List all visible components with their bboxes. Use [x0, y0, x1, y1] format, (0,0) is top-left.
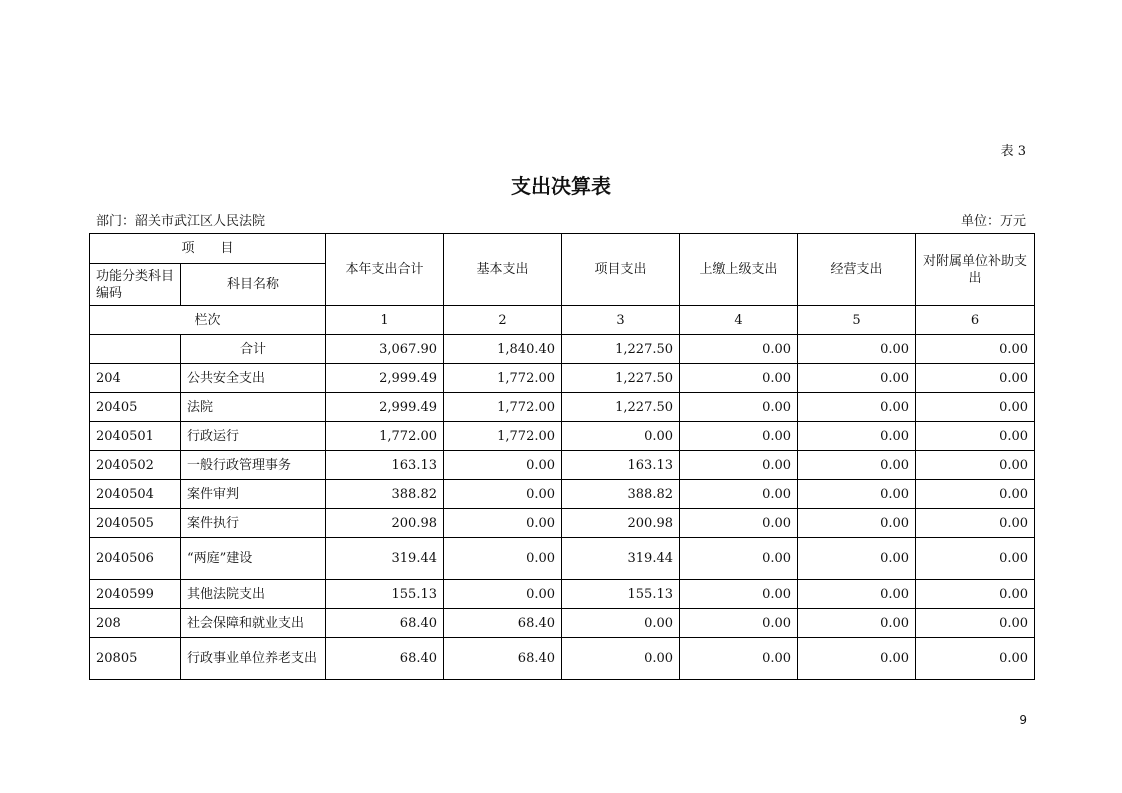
header-item: 项 目: [90, 234, 326, 264]
expenditure-table: [89, 233, 1035, 680]
amount-cell: 388.82: [562, 480, 680, 509]
amount-cell: 0.00: [916, 480, 1035, 509]
amount-cell: 0.00: [680, 509, 798, 538]
amount-cell: 1,772.00: [326, 422, 444, 451]
amount-cell: 0.00: [916, 393, 1035, 422]
amount-cell: 0.00: [916, 609, 1035, 638]
amount-cell: 200.98: [562, 509, 680, 538]
header-func-code: 功能分类科目编码: [90, 264, 181, 306]
amount-cell: 1,772.00: [444, 364, 562, 393]
function-code-cell: 20805: [90, 638, 181, 680]
function-code-cell: 20405: [90, 393, 181, 422]
amount-cell: 1,840.40: [444, 335, 562, 364]
amount-cell: 1,227.50: [562, 393, 680, 422]
amount-cell: 0.00: [680, 364, 798, 393]
subject-name-cell: 案件审判: [181, 480, 326, 509]
function-code-cell: 2040599: [90, 580, 181, 609]
function-code-cell: 2040504: [90, 480, 181, 509]
amount-cell: 0.00: [798, 509, 916, 538]
header-subject-name: 科目名称: [181, 264, 326, 306]
department-label: 部门：韶关市武江区人民法院: [96, 214, 266, 229]
table-row: [90, 580, 1035, 609]
amount-cell: 319.44: [326, 538, 444, 580]
amount-cell: 0.00: [680, 393, 798, 422]
amount-cell: 388.82: [326, 480, 444, 509]
page-title: 支出决算表: [511, 174, 611, 198]
amount-cell: 200.98: [326, 509, 444, 538]
unit-label: 单位：万元: [960, 214, 1026, 229]
subject-name-cell: 法院: [181, 393, 326, 422]
amount-cell: 68.40: [326, 609, 444, 638]
amount-cell: 0.00: [680, 609, 798, 638]
column-number: 1: [326, 306, 444, 335]
column-number: 6: [916, 306, 1035, 335]
amount-cell: 1,227.50: [562, 364, 680, 393]
header-row-1: [90, 234, 1035, 264]
header-business: 经营支出: [798, 234, 916, 306]
amount-cell: 0.00: [916, 451, 1035, 480]
amount-cell: 68.40: [444, 609, 562, 638]
amount-cell: 0.00: [798, 638, 916, 680]
amount-cell: 0.00: [798, 364, 916, 393]
amount-cell: 0.00: [444, 509, 562, 538]
header-upper: 上缴上级支出: [680, 234, 798, 306]
amount-cell: 0.00: [680, 335, 798, 364]
amount-cell: 0.00: [916, 509, 1035, 538]
amount-cell: 3,067.90: [326, 335, 444, 364]
amount-cell: 2,999.49: [326, 393, 444, 422]
subject-name-cell: “两庭”建设: [181, 538, 326, 580]
amount-cell: 0.00: [916, 580, 1035, 609]
subject-name-cell: 行政运行: [181, 422, 326, 451]
amount-cell: 0.00: [444, 538, 562, 580]
column-number: 4: [680, 306, 798, 335]
table-row: [90, 451, 1035, 480]
amount-cell: 0.00: [916, 538, 1035, 580]
function-code-cell: 2040505: [90, 509, 181, 538]
amount-cell: 0.00: [798, 393, 916, 422]
amount-cell: 1,772.00: [444, 422, 562, 451]
amount-cell: 1,772.00: [444, 393, 562, 422]
header-subsidy: 对附属单位补助支出: [916, 234, 1035, 306]
table-row: [90, 335, 1035, 364]
amount-cell: 0.00: [916, 335, 1035, 364]
amount-cell: 163.13: [562, 451, 680, 480]
amount-cell: 68.40: [326, 638, 444, 680]
table-row: [90, 480, 1035, 509]
amount-cell: 0.00: [798, 335, 916, 364]
header-project: 项目支出: [562, 234, 680, 306]
amount-cell: 319.44: [562, 538, 680, 580]
function-code-cell: 204: [90, 364, 181, 393]
amount-cell: 0.00: [444, 480, 562, 509]
amount-cell: 0.00: [562, 609, 680, 638]
amount-cell: 0.00: [444, 451, 562, 480]
table-number: 表 3: [1000, 144, 1026, 159]
table-row: [90, 422, 1035, 451]
header-total: 本年支出合计: [326, 234, 444, 306]
subject-name-cell: 行政事业单位养老支出: [181, 638, 326, 680]
amount-cell: 0.00: [680, 638, 798, 680]
header-basic: 基本支出: [444, 234, 562, 306]
table-row: [90, 609, 1035, 638]
amount-cell: 0.00: [680, 538, 798, 580]
subject-name-cell: 合计: [181, 335, 326, 364]
amount-cell: 155.13: [326, 580, 444, 609]
page-number: 9: [1019, 713, 1027, 727]
amount-cell: 0.00: [916, 422, 1035, 451]
column-number-row: [90, 306, 1035, 335]
table-row: [90, 538, 1035, 580]
column-number: 3: [562, 306, 680, 335]
column-number: 2: [444, 306, 562, 335]
column-row-label: 栏次: [90, 306, 326, 335]
table-row: [90, 509, 1035, 538]
subject-name-cell: 一般行政管理事务: [181, 451, 326, 480]
function-code-cell: [90, 335, 181, 364]
function-code-cell: 2040502: [90, 451, 181, 480]
table-row: [90, 364, 1035, 393]
amount-cell: 155.13: [562, 580, 680, 609]
column-number: 5: [798, 306, 916, 335]
amount-cell: 0.00: [562, 638, 680, 680]
subject-name-cell: 公共安全支出: [181, 364, 326, 393]
subject-name-cell: 案件执行: [181, 509, 326, 538]
amount-cell: 0.00: [798, 451, 916, 480]
subject-name-cell: 社会保障和就业支出: [181, 609, 326, 638]
amount-cell: 0.00: [798, 538, 916, 580]
table-row: [90, 393, 1035, 422]
amount-cell: 0.00: [798, 580, 916, 609]
amount-cell: 0.00: [798, 609, 916, 638]
amount-cell: 0.00: [916, 364, 1035, 393]
amount-cell: 163.13: [326, 451, 444, 480]
amount-cell: 0.00: [916, 638, 1035, 680]
amount-cell: 0.00: [680, 422, 798, 451]
function-code-cell: 208: [90, 609, 181, 638]
amount-cell: 0.00: [680, 480, 798, 509]
function-code-cell: 2040501: [90, 422, 181, 451]
amount-cell: 0.00: [562, 422, 680, 451]
amount-cell: 1,227.50: [562, 335, 680, 364]
amount-cell: 0.00: [680, 451, 798, 480]
amount-cell: 0.00: [798, 422, 916, 451]
table-row: [90, 638, 1035, 680]
amount-cell: 0.00: [798, 480, 916, 509]
amount-cell: 2,999.49: [326, 364, 444, 393]
amount-cell: 68.40: [444, 638, 562, 680]
amount-cell: 0.00: [680, 580, 798, 609]
subject-name-cell: 其他法院支出: [181, 580, 326, 609]
function-code-cell: 2040506: [90, 538, 181, 580]
amount-cell: 0.00: [444, 580, 562, 609]
